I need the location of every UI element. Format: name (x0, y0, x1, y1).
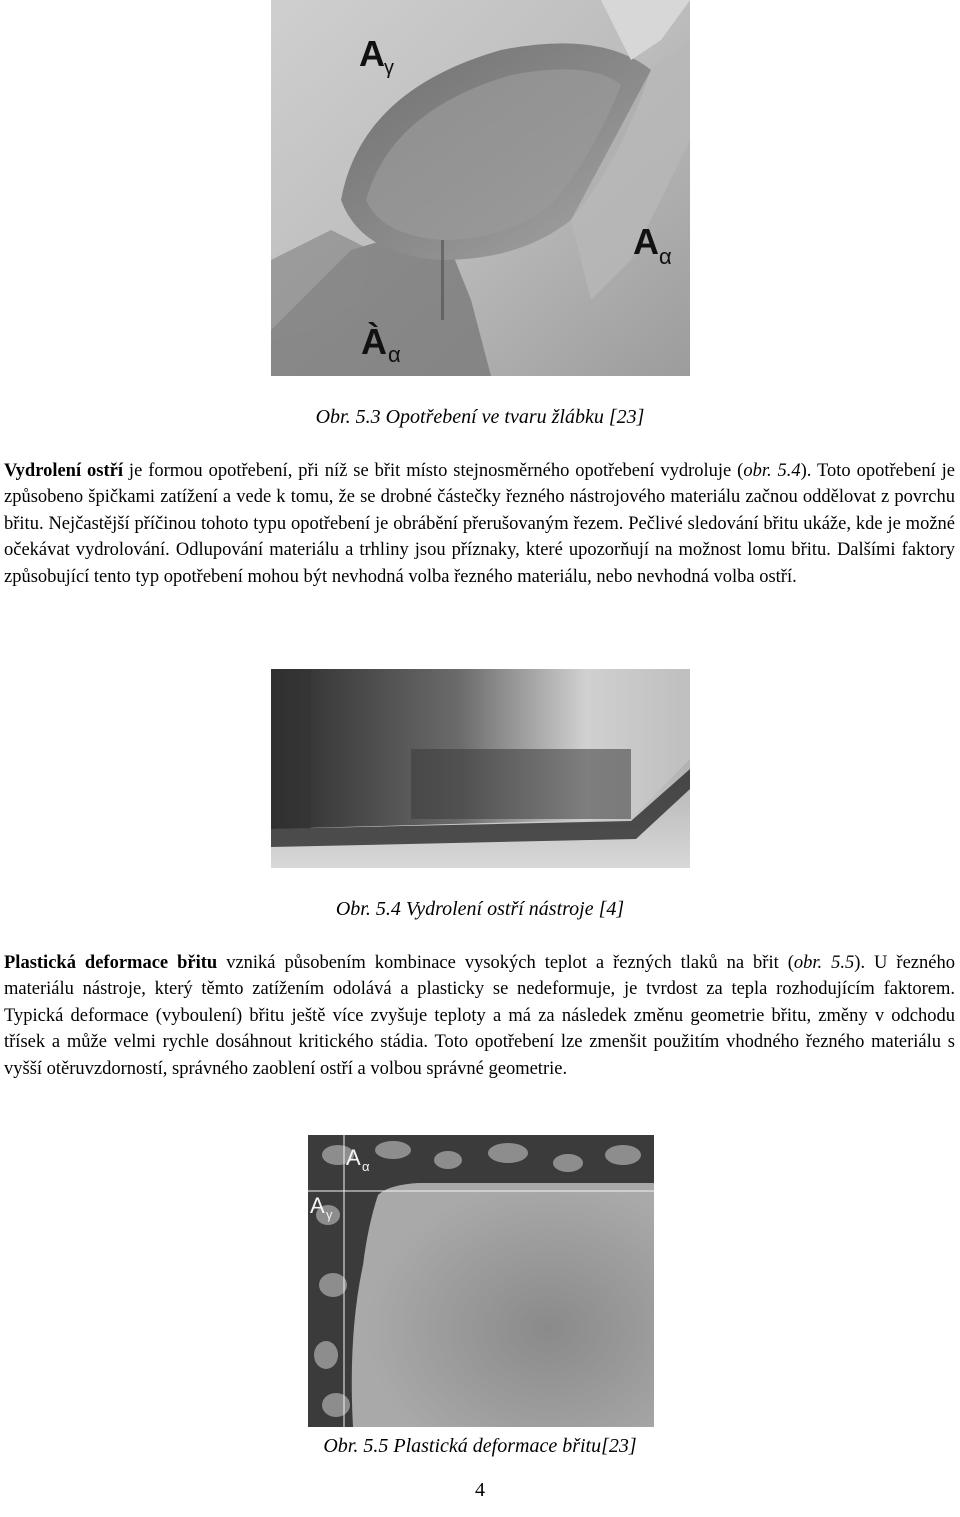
term-plastic-deformation: Plastická deformace břitu (4, 953, 218, 973)
term-chipping: Vydrolení ostří (4, 461, 123, 481)
page-number: 4 (475, 1479, 485, 1501)
paragraph-text: ). U řezného materiálu nástroje, který těmto zatížením odolává a plasticky se nedeformuje, je tvrdost za tepla rozhodujícím faktorem. Typická deformace (vyboulení) břitu ještě více zvyšuje teploty a má za následek změnu geometrie břitu, změny v odchodu třísek a může velmi rychle dosáhnout kritického stádia. Toto opotřebení lze zmenšit použitím vhodného řezného materiálu s vyšší otěruvzdorností, správného zaoblení ostří a volbou správné geometrie. (4, 953, 955, 1079)
a-alpha-subscript: α (659, 244, 672, 269)
crater-wear-photo (271, 0, 690, 376)
paragraph-text: je formou opotřebení, při níž se břit místo stejnosměrného opotřebení vydroluje ( (123, 461, 744, 481)
a-alpha-label: A (633, 221, 659, 262)
a-alpha-prime-label: À (361, 321, 387, 362)
figure-caption-5-3: Obr. 5.3 Opotřebení ve tvaru žlábku [23] (315, 406, 645, 428)
a-gamma-label: A (359, 33, 385, 74)
a-alpha-prime-subscript: α (388, 342, 401, 367)
figure-reference: obr. 5.4 (743, 461, 801, 481)
edge-chipping-image (271, 669, 690, 868)
a-alpha-label: A (346, 1145, 361, 1170)
a-gamma-label: A (310, 1193, 325, 1218)
paragraph-text: vzniká působením kombinace vysokých teplot a řezných tlaků na břit ( (217, 953, 794, 973)
figure-caption-5-5: Obr. 5.5 Plastická deformace břitu[23] (323, 1435, 637, 1457)
plastic-deformation-photo (308, 1135, 654, 1427)
a-gamma-subscript: γ (384, 57, 394, 79)
paragraph-text: ). Toto opotřebení je způsobeno špičkami zatížení a vede k tomu, že se drobné částečky řezného nástrojového materiálu začnou oddělovat z povrchu břitu. Nejčastější příčinou tohoto typu opotřebení je obrábění přerušovaným řezem. Pečlivé sledování břitu ukáže, kde je možné očekávat vydrolování. Odlupování materiálu a trhliny jsou příznaky, které upozorňují na možnost lomu břitu. Dalšími faktory způsobující tento typ opotřebení mohou být nevhodná volba řezného materiálu, nebo nevhodná volba ostří. (4, 461, 955, 587)
edge-chipping-photo (271, 669, 690, 868)
figure-reference: obr. 5.5 (793, 953, 855, 973)
a-gamma-subscript: γ (326, 1207, 333, 1222)
a-alpha-subscript: α (362, 1159, 370, 1174)
figure-caption-5-4: Obr. 5.4 Vydrolení ostří nástroje [4] (335, 898, 625, 920)
paragraph-chipping (4, 458, 955, 590)
paragraph-plastic-deformation (4, 950, 955, 1082)
plastic-deformation-image (308, 1135, 654, 1427)
crater-wear-image (271, 0, 690, 376)
